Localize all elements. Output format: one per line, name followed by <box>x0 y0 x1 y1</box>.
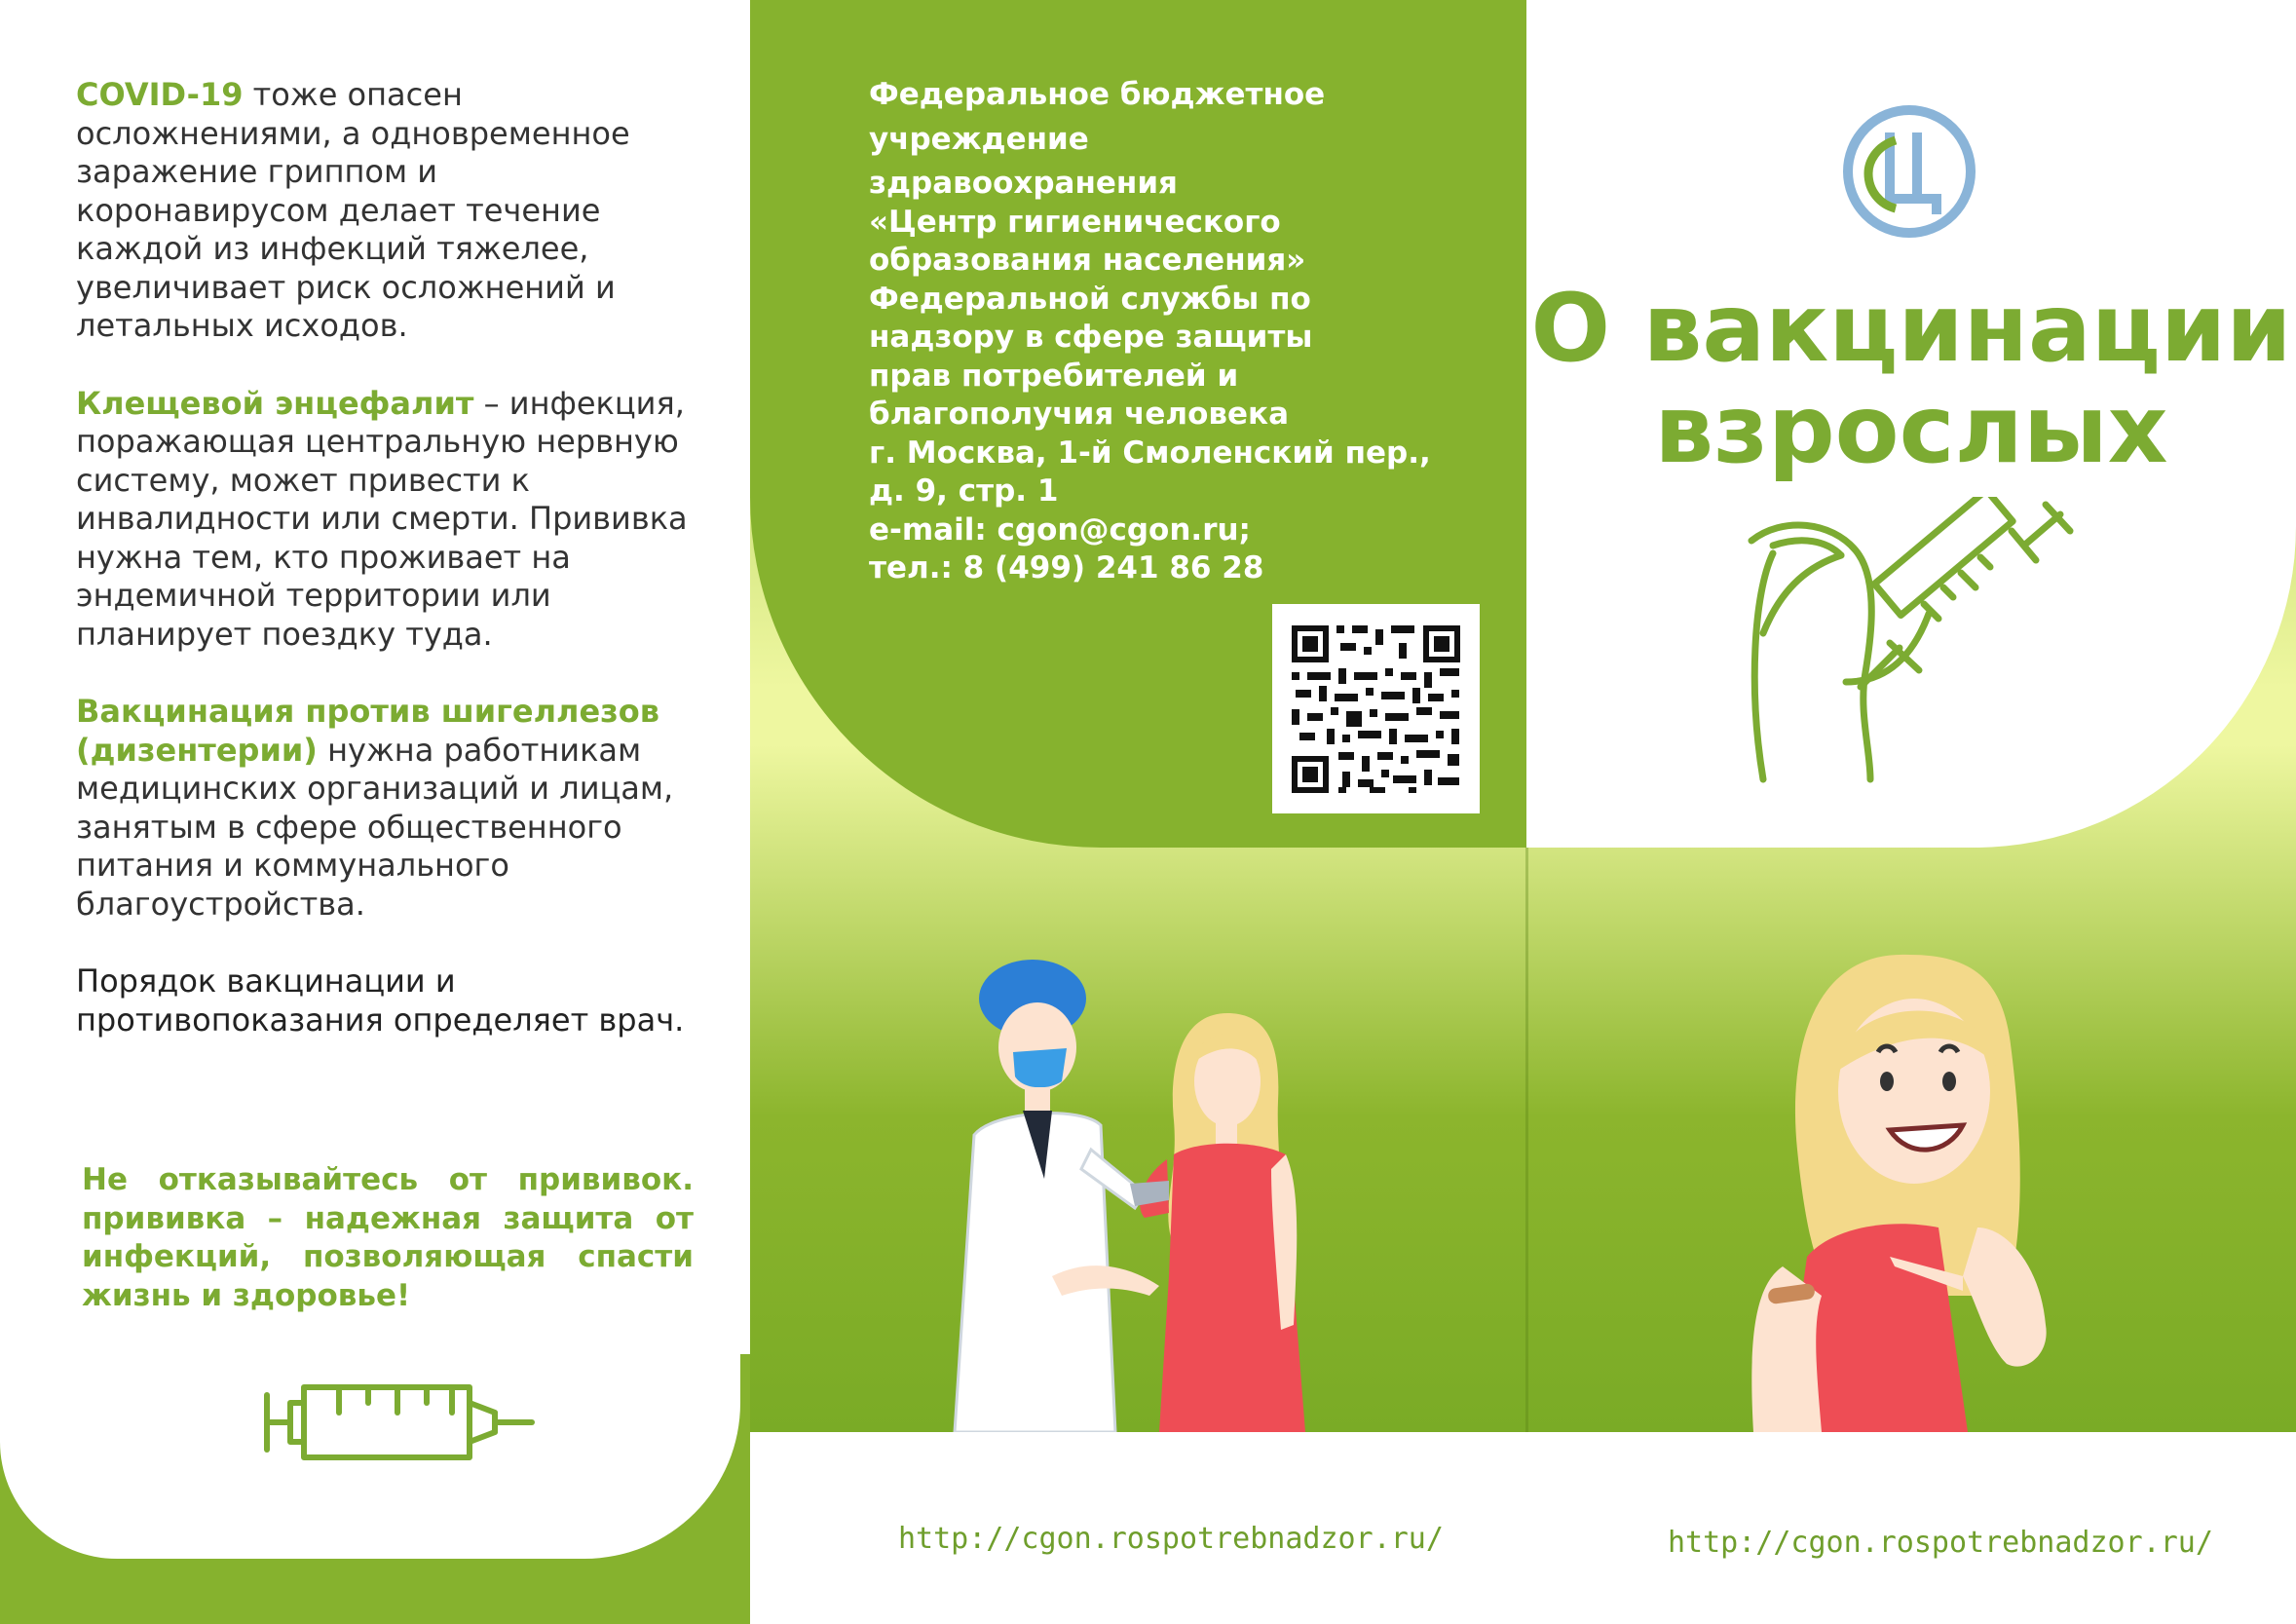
covid-highlight: COVID-19 <box>76 76 244 113</box>
title-line-2: взрослых <box>1654 375 2168 484</box>
org-line: здравоохранения <box>869 166 1178 201</box>
brochure-title <box>1526 274 2296 484</box>
shigellosis-highlight: Вакцинация против шигеллезов (дизентерии) <box>76 693 659 769</box>
org-line: Федеральное бюджетное <box>869 77 1326 112</box>
qr-code[interactable] <box>1272 604 1480 813</box>
org-line: прав потребителей и <box>869 358 1239 394</box>
shigellosis-text: нужна работникам медицинских организаций и лицам, занятым в сфере общественного питания и коммунального благоустройства. <box>76 731 674 923</box>
covid-paragraph <box>76 76 699 346</box>
website-url-link[interactable]: http://cgon.rospotrebnadzor.ru/ <box>898 1522 1444 1556</box>
doctor-paragraph: Порядок вакцинации и противопоказания определяет врач. <box>76 963 685 1039</box>
encephalitis-highlight: Клещевой энцефалит <box>76 384 474 422</box>
syringe-icon <box>261 1374 536 1471</box>
encephalitis-text: – инфекция, поражающая центральную нервную систему, может привести к инвалидности или смерти. Прививка нужна тем, кто проживает на эндемичной территории или планирует поездку туда. <box>76 384 688 653</box>
website-url-link[interactable]: http://cgon.rospotrebnadzor.ru/ <box>1668 1526 2213 1560</box>
shigellosis-paragraph <box>76 693 699 924</box>
title-line-1: О вакцинации <box>1530 274 2292 383</box>
panel-fold-line <box>1525 848 1528 1432</box>
org-line: надзору в сфере защиты <box>869 320 1313 355</box>
arm-syringe-icon <box>1744 497 2075 789</box>
nurse-vaccinating-woman-illustration <box>935 955 1374 1432</box>
organization-info <box>869 76 1492 588</box>
org-address: д. 9, стр. 1 <box>869 473 1059 509</box>
qr-code-graphic <box>1272 604 1480 813</box>
smiling-vaccinated-woman-illustration <box>1714 935 2104 1432</box>
org-line: благополучия человека <box>869 397 1290 432</box>
org-line: «Центр гигиенического <box>869 204 1281 240</box>
covid-text: тоже опасен осложнениями, а одновременное заражение гриппом и коронавирусом делает течение каждой из инфекций тяжелее, увеличивает риск осложнений и летальных исходов. <box>76 76 630 344</box>
org-line: Федеральной службы по <box>869 281 1311 317</box>
org-email: e-mail: cgon@cgon.ru; <box>869 511 1251 548</box>
org-line: учреждение <box>869 121 1089 157</box>
encephalitis-paragraph <box>76 385 699 655</box>
final-note: Не отказывайтесь от прививок. прививка – надежная защита от инфекций, позволяющая спасти жизнь и здоровье! <box>82 1162 694 1313</box>
org-line: образования населения» <box>869 243 1306 278</box>
cgon-logo-icon <box>1839 101 1979 242</box>
left-info-text <box>76 76 699 1078</box>
org-address: г. Москва, 1-й Смоленский пер., <box>869 434 1431 471</box>
org-phone: тел.: 8 (499) 241 86 28 <box>869 550 1264 585</box>
